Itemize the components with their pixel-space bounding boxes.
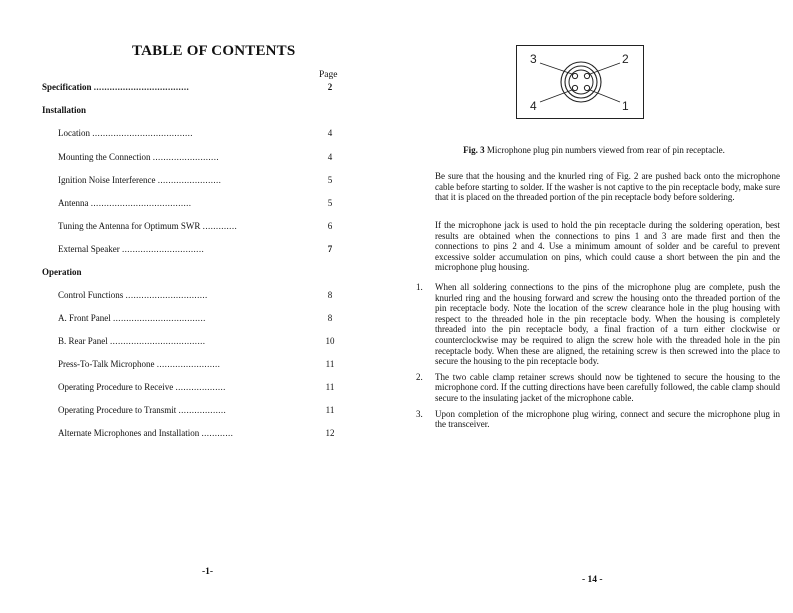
list-item <box>416 409 780 430</box>
toc-entry-ignition-noise: Ignition Noise Interference ........................ 5 <box>42 173 342 187</box>
toc-entry-page: 11 <box>325 405 335 415</box>
list-item <box>416 372 780 404</box>
toc-entry-label: Tuning the Antenna for Optimum SWR <box>58 221 201 231</box>
procedure-steps <box>416 282 780 435</box>
toc-entry-page: 8 <box>327 290 333 300</box>
plug-outer-ring <box>561 62 601 102</box>
toc-entry-label: Location <box>58 128 90 138</box>
toc-entry-label: B. Rear Panel <box>58 336 108 346</box>
toc-entry-external-speaker: External Speaker ............................... 7 <box>42 242 342 256</box>
toc-entry-procedure-transmit: Operating Procedure to Transmit .................. 11 <box>42 403 342 417</box>
plug-face <box>569 70 593 94</box>
toc-section-operation: Operation <box>42 267 82 277</box>
step-text: The two cable clamp retainer screws should now be tightened to secure the housing to the microphone cord. If the cutting directions have been carefully followed, the cable clamp should secure to the insulating jacket of the microphone cable. <box>435 371 780 403</box>
plug-inner-ring <box>565 66 597 98</box>
toc-entry-press-to-talk: Press-To-Talk Microphone ........................ 11 <box>42 357 342 371</box>
toc-entry-label: Ignition Noise Interference <box>58 175 156 185</box>
toc-entry-specification: Specification .................................... 2 <box>42 80 342 94</box>
toc-entry-page: 5 <box>327 198 333 208</box>
paragraph: Be sure that the housing and the knurled ring of Fig. 2 are pushed back onto the microphone cable before starting to solder. If the washer is not captive to the pin receptacle body, make sure that it is placed on the threaded portion of the pin receptacle body before soldering. <box>435 171 780 203</box>
page-number: -1- <box>202 567 214 577</box>
toc-entry-rear-panel: B. Rear Panel .................................... 10 <box>42 334 342 348</box>
toc-entry-location: Location ...................................... 4 <box>42 126 342 140</box>
toc-entry-label: Control Functions <box>58 290 124 300</box>
pin-4-hole <box>572 85 577 90</box>
toc-entry-label: External Speaker <box>58 244 120 254</box>
toc-entry-page: 5 <box>327 175 333 185</box>
toc-entry-page: 4 <box>327 152 333 162</box>
toc-entry-procedure-receive: Operating Procedure to Receive ................... 11 <box>42 380 342 394</box>
toc-entry-page: 2 <box>327 82 333 92</box>
pin-3-leader <box>540 63 572 74</box>
toc-entry-label: Operating Procedure to Transmit <box>58 405 177 415</box>
toc-entry-page: 11 <box>325 382 335 392</box>
pin-label-3: 3 <box>530 52 537 66</box>
right-page <box>396 0 793 613</box>
pin-2-hole <box>584 73 589 78</box>
figure-caption-text: Microphone plug pin numbers viewed from rear of pin receptacle. <box>486 145 725 155</box>
toc-entry-page: 6 <box>327 221 333 231</box>
toc-entry-label: Mounting the Connection <box>58 152 151 162</box>
toc-entry-label: Operating Procedure to Receive <box>58 382 174 392</box>
figure-caption <box>444 145 744 155</box>
toc-entry-page: 8 <box>327 313 333 323</box>
pin-1-hole <box>584 85 589 90</box>
toc-entry-label: Specification <box>42 82 92 92</box>
pin-label-1: 1 <box>622 99 629 113</box>
step-number: 3. <box>416 408 423 419</box>
pin-label-4: 4 <box>530 99 537 113</box>
toc-entry-control-functions: Control Functions ............................... 8 <box>42 288 342 302</box>
toc-entry-antenna: Antenna ...................................... 5 <box>42 196 342 210</box>
paragraph: If the microphone jack is used to hold the pin receptacle during the soldering operation, best results are obtained when the connections to pins 1 and 3 are made first and then the connections to pins 2 and 4. Use a minimum amount of solder and be careful to prevent excessive solder accumulation on pins, which could cause a short between the pin and the microphone plug housing. <box>435 220 780 273</box>
toc-section-installation: Installation <box>42 105 87 115</box>
toc-entry-page: 4 <box>327 128 333 138</box>
toc-entry-label: Antenna <box>58 198 89 208</box>
toc-entry-label: Press-To-Talk Microphone <box>58 359 155 369</box>
pin-2-leader <box>590 63 620 74</box>
toc-entry-label: Alternate Microphones and Installation <box>58 428 200 438</box>
step-text: Upon completion of the microphone plug wiring, connect and secure the microphone plug in the transceiver. <box>435 408 780 430</box>
pin-1-leader <box>590 90 620 102</box>
toc-entry-front-panel: A. Front Panel ................................... 8 <box>42 311 342 325</box>
toc-entry-mounting: Mounting the Connection ......................... 4 <box>42 150 342 164</box>
step-text: When all soldering connections to the pins of the microphone plug are complete, push the knurled ring and the housing forward and screw the housing onto the threaded portion of the pin receptacle body. Note the location of the screw clearance hole in the plug housing with respect to the threaded hole in the pin receptacle body. When the housing is completely threaded into the pin receptacle body, a final fraction of a turn either clockwise or counterclockwise may be required to align the screw hole with the threaded hole in the pin receptacle body. When these are aligned, the retaining screw is then screwed into the place to secure the housing to the pin receptacle body. <box>435 282 780 367</box>
page-column-header: Page <box>319 70 338 80</box>
pin-label-2: 2 <box>622 52 629 66</box>
toc-entry-page: 10 <box>325 336 335 346</box>
list-item <box>416 282 780 367</box>
figure-caption-label: Fig. 3 <box>463 145 485 155</box>
toc-entry-page: 12 <box>325 428 335 438</box>
toc-entry-label: A. Front Panel <box>58 313 111 323</box>
toc-entry-page: 7 <box>327 244 333 254</box>
toc-entry-tuning-antenna: Tuning the Antenna for Optimum SWR ............. 6 <box>42 219 342 233</box>
pin-3-hole <box>572 73 577 78</box>
step-number: 1. <box>416 282 423 292</box>
microphone-plug-pin-diagram <box>516 45 644 119</box>
toc-title: TABLE OF CONTENTS <box>132 43 296 59</box>
toc-entry-page: 11 <box>325 359 335 369</box>
step-number: 2. <box>416 371 423 382</box>
page-number: - 14 - <box>582 575 603 585</box>
toc-entry-alternate-microphones: Alternate Microphones and Installation ............ 12 <box>42 426 342 440</box>
left-page <box>0 0 396 613</box>
